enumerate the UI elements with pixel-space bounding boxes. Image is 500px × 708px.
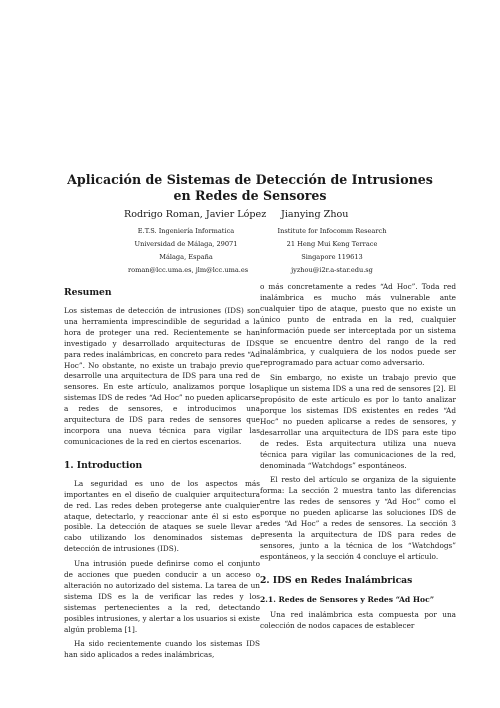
affiliation-line: 21 Heng Mui Keng Terrace: [286, 240, 378, 248]
affiliation-line: E.T.S. Ingeniería Informatica: [137, 227, 235, 235]
right-column: [260, 282, 456, 631]
intro-paragraph: Una intrusión puede definirse como el conjunto de acciones que pueden conducir a un acceso o alteración no autorizado del sistema. La tarea de un sistema IDS es la de verificar las redes y los sistemas pertenecientes a la red, detectando posibles intrusiones, y alertar a los usuarios si existe algún problema [1].: [64, 559, 260, 634]
left-column: [64, 287, 260, 661]
body-paragraph: El resto del artículo se organiza de la siguiente forma: La sección 2 muestra tanto las diferencias entre las redes de sensores y “Ad Hoc” como el porque no pueden aplicarse las soluciones IDS de redes “Ad Hoc” a redes de sensores. La sección 3 presenta la arquitectura de IDS para redes de sensores, junto a la técnica de los “Watchdogs” espontáneos, y la sección 4 concluye el artículo.: [260, 475, 456, 561]
author-email: jyzhou@i2r.a-star.edu.sg: [291, 266, 373, 274]
affiliation-block-2: [272, 225, 392, 277]
section-2-heading: 2. IDS en Redes Inalámbricas: [260, 574, 413, 586]
affiliation-block-1: [128, 225, 249, 277]
affiliation-line: Málaga, España: [159, 253, 213, 261]
abstract-text: Los sistemas de detección de intrusiones (IDS) son una herramienta imprescindible de seguridad a la hora de proteger una red. Recientemente se han investigado y desarrollado arquitecturas de IDS para redes inalámbricas, en concreto para redes “Ad Hoc”. No obstante, no existe un trabajo previo que desarrolle una arquitectura de IDS para una red de sensores. En este artículo, analizamos porque los sistemas IDS de redes “Ad Hoc” no pueden aplicarse a redes de sensores, e introducimos una arquitectura de IDS para redes de sensores que incorpora una nueva técnica para vigilar las comunicaciones de la red en ciertos escenarios.: [64, 306, 260, 446]
affiliation-line: Universidad de Málaga, 29071: [134, 240, 238, 248]
intro-paragraph: Ha sido recientemente cuando los sistemas IDS han sido aplicados a redes inalámbricas,: [64, 639, 260, 660]
affiliation-line: Institute for Infocomm Research: [277, 227, 387, 235]
author-names-2: Jianying Zhou: [281, 209, 349, 220]
paper-title: Aplicación de Sistemas de Detección de Intrusiones en Redes de Sensores: [67, 172, 433, 203]
intro-paragraph: La seguridad es uno de los aspectos más importantes en el diseño de cualquier arquitectura de red. Las redes deben protegerse ante cualquier ataque, detectarlo, y reaccionar ante él si esto es posible. La detección de ataques se suele llevar a cabo utilizando los denominados sistemas de detección de intrusiones (IDS).: [64, 478, 260, 554]
section-1-heading: 1. Introduction: [64, 459, 143, 471]
affiliation-line: Singapore 119613: [301, 253, 363, 261]
subsection-2-1-heading: 2.1. Redes de Sensores y Redes “Ad Hoc”: [260, 594, 435, 604]
author-email: roman@lcc.uma.es, jlm@lcc.uma.es: [128, 266, 249, 274]
body-paragraph: Una red inalámbrica esta compuesta por una colección de nodos capaces de establecer: [260, 609, 456, 630]
abstract-heading: Resumen: [64, 287, 112, 298]
author-names-1: Rodrigo Roman, Javier López: [124, 209, 267, 220]
body-paragraph: Sin embargo, no existe un trabajo previo que aplique un sistema IDS a una red de sensores [2]. El propósito de este artículo es por lo tanto analizar porque los sistemas IDS existentes en redes “Ad Hoc” no pueden aplicarse a redes de sensores, y desarrollar una arquitectura de IDS para este tipo de redes. Esta arquitectura utiliza una nueva técnica para vigilar las comunicaciones de la red, denominada “Watchdogs” espontáneos.: [260, 373, 456, 470]
body-paragraph: o más concretamente a redes “Ad Hoc”. Toda red inalámbrica es mucho más vulnerable ante cualquier tipo de ataque, puesto que no existe un único punto de entrada en la red, cualquier información puede ser interceptada por un sistema que se encuentre dentro del rango de la red inalámbrica, y cualquiera de los nodos puede ser reprogramado para actuar como adversario.: [260, 282, 456, 368]
